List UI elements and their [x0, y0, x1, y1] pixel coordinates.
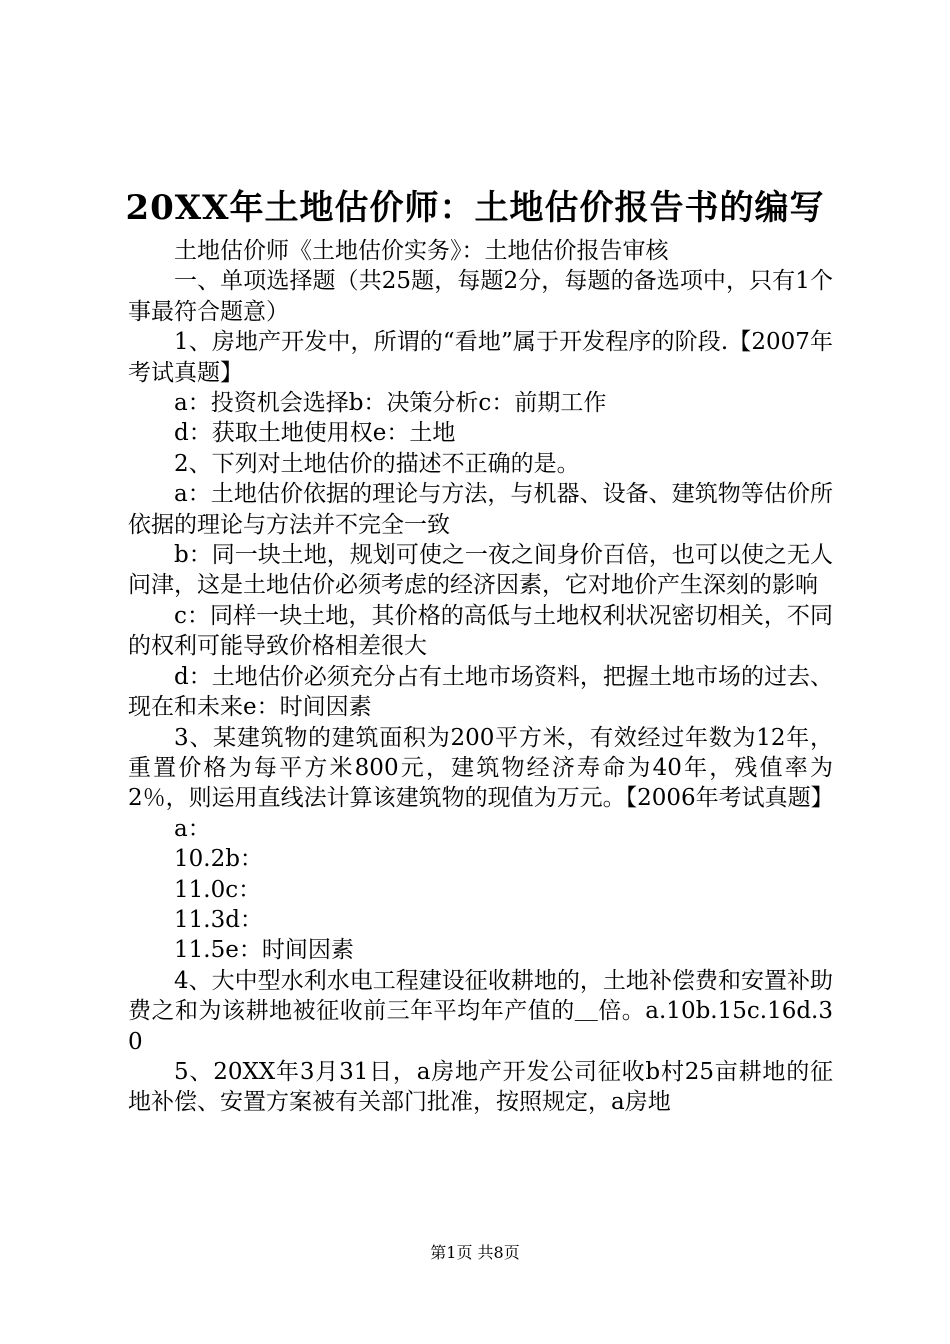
question-4: 4、大中型水利水电工程建设征收耕地的，土地补偿费和安置补助费之和为该耕地被征收前三年平均年产值的＿倍。a.10b.15c.16d.30 — [128, 967, 833, 1055]
question-3-option-a: a： — [174, 815, 211, 842]
question-3-option-e: 11.5e：时间因素 — [174, 937, 354, 964]
question-2-option-c: c：同样一块土地，其价格的高低与土地权利状况密切相关，不同的权利可能导致价格相差很大 — [128, 602, 833, 660]
question-2-option-d: d：土地估价必须充分占有土地市场资料，把握土地市场的过去、现在和未来e：时间因素 — [128, 663, 833, 721]
question-3-option-c: 11.0c： — [174, 876, 262, 903]
question-2-option-b: b：同一块土地，规划可使之一夜之间身价百倍，也可以使之无人问津，这是土地估价必须考虑的经济因素，它对地价产生深刻的影响 — [128, 542, 833, 599]
question-5: 5、20XX年3月31日，a房地产开发公司征收b村25亩耕地的征地补偿、安置方案被有关部门批准，按照规定，a房地 — [128, 1058, 833, 1116]
paragraph-subtitle: 土地估价师《土地估价实务》：土地估价报告审核 — [174, 238, 669, 264]
question-3: 3、某建筑物的建筑面积为200平方米，有效经过年数为12年，重置价格为每平方米800元，建筑物经济寿命为40年，残值率为2％，则运用直线法计算该建筑物的现值为万元。【2006年考试真题】 — [128, 724, 834, 812]
paragraph-section-heading: 一、单项选择题（共25题，每题2分，每题的备选项中，只有1个事最符合题意） — [128, 268, 833, 325]
document-body — [128, 236, 833, 1118]
question-2-option-a: a：土地估价依据的理论与方法，与机器、设备、建筑物等估价所依据的理论与方法并不完全一致 — [128, 481, 833, 538]
question-3-option-b: 10.2b： — [174, 846, 263, 873]
document-title: 20XX年土地估价师：土地估价报告书的编写 — [125, 188, 825, 228]
question-1-options-a-c: a：投资机会选择b：决策分析c：前期工作 — [174, 390, 607, 417]
question-1-options-d-e: d：获取土地使用权e：土地 — [174, 420, 456, 447]
page-footer: 第1页 共8页 — [430, 1243, 520, 1262]
question-3-option-d: 11.3d： — [174, 906, 263, 933]
question-2: 2、下列对土地估价的描述不正确的是。 — [174, 450, 580, 477]
question-1: 1、房地产开发中，所谓的“看地”属于开发程序的阶段.【2007年考试真题】 — [128, 329, 833, 386]
